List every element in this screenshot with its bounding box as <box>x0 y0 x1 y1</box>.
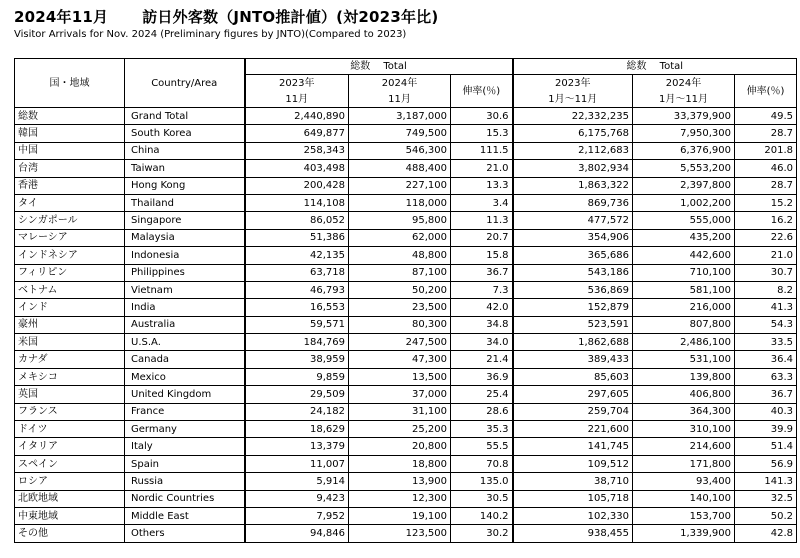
visitors-nov-2024: 50,200 <box>349 281 451 298</box>
growth-rate-nov: 3.4 <box>451 194 513 211</box>
visitors-ytd-2024: 6,376,900 <box>633 142 735 159</box>
country-name-en: Middle East <box>125 507 245 524</box>
visitors-nov-2023: 18,629 <box>245 421 349 438</box>
header-ytd-2023-year: 2023年 <box>513 75 633 93</box>
visitors-ytd-2023: 221,600 <box>513 421 633 438</box>
visitors-ytd-2024: 214,600 <box>633 438 735 455</box>
table-row <box>15 108 797 125</box>
table-row <box>15 473 797 490</box>
country-name-en: France <box>125 403 245 420</box>
visitors-nov-2023: 258,343 <box>245 142 349 159</box>
country-name-en: India <box>125 299 245 316</box>
country-name-ja: ドイツ <box>15 421 125 438</box>
visitors-nov-2024: 19,100 <box>349 507 451 524</box>
visitors-nov-2024: 13,900 <box>349 473 451 490</box>
country-name-en: Spain <box>125 455 245 472</box>
growth-rate-nov: 111.5 <box>451 142 513 159</box>
visitors-ytd-2024: 2,397,800 <box>633 177 735 194</box>
visitors-nov-2024: 247,500 <box>349 334 451 351</box>
country-name-ja: 中東地域 <box>15 507 125 524</box>
growth-rate-ytd: 51.4 <box>735 438 797 455</box>
country-name-en: Australia <box>125 316 245 333</box>
header-ytd-2024-year: 2024年 <box>633 75 735 93</box>
visitors-nov-2023: 38,959 <box>245 351 349 368</box>
visitors-ytd-2023: 354,906 <box>513 229 633 246</box>
visitors-nov-2024: 48,800 <box>349 247 451 264</box>
header-total-month: 総数 Total <box>245 59 513 75</box>
country-name-ja: 総数 <box>15 108 125 125</box>
visitors-ytd-2023: 102,330 <box>513 507 633 524</box>
table-row <box>15 386 797 403</box>
header-country-ja: 国・地域 <box>15 59 125 108</box>
table-row <box>15 455 797 472</box>
country-name-ja: カナダ <box>15 351 125 368</box>
visitors-nov-2024: 546,300 <box>349 142 451 159</box>
country-name-en: Grand Total <box>125 108 245 125</box>
visitors-ytd-2023: 105,718 <box>513 490 633 507</box>
table-row <box>15 490 797 507</box>
visitors-ytd-2024: 807,800 <box>633 316 735 333</box>
table-row <box>15 403 797 420</box>
growth-rate-ytd: 36.7 <box>735 386 797 403</box>
growth-rate-ytd: 33.5 <box>735 334 797 351</box>
growth-rate-ytd: 8.2 <box>735 281 797 298</box>
visitors-nov-2024: 62,000 <box>349 229 451 246</box>
visitors-nov-2023: 46,793 <box>245 281 349 298</box>
table-row <box>15 281 797 298</box>
growth-rate-ytd: 46.0 <box>735 160 797 177</box>
growth-rate-ytd: 41.3 <box>735 299 797 316</box>
growth-rate-nov: 13.3 <box>451 177 513 194</box>
growth-rate-ytd: 49.5 <box>735 108 797 125</box>
table-row <box>15 334 797 351</box>
visitors-ytd-2024: 555,000 <box>633 212 735 229</box>
visitors-nov-2023: 9,859 <box>245 368 349 385</box>
visitors-ytd-2024: 435,200 <box>633 229 735 246</box>
growth-rate-nov: 21.0 <box>451 160 513 177</box>
table-row <box>15 507 797 524</box>
header-month-2024-year: 2024年 <box>349 75 451 93</box>
country-name-ja: 韓国 <box>15 125 125 142</box>
visitors-nov-2023: 16,553 <box>245 299 349 316</box>
growth-rate-nov: 34.0 <box>451 334 513 351</box>
country-name-ja: 中国 <box>15 142 125 159</box>
growth-rate-nov: 36.7 <box>451 264 513 281</box>
country-name-en: Mexico <box>125 368 245 385</box>
visitors-ytd-2024: 531,100 <box>633 351 735 368</box>
table-row <box>15 438 797 455</box>
growth-rate-nov: 25.4 <box>451 386 513 403</box>
growth-rate-nov: 15.3 <box>451 125 513 142</box>
country-name-en: Canada <box>125 351 245 368</box>
country-name-en: U.S.A. <box>125 334 245 351</box>
country-name-ja: イタリア <box>15 438 125 455</box>
growth-rate-ytd: 16.2 <box>735 212 797 229</box>
growth-rate-ytd: 141.3 <box>735 473 797 490</box>
table-body <box>15 108 797 543</box>
visitors-nov-2024: 118,000 <box>349 194 451 211</box>
visitors-ytd-2023: 523,591 <box>513 316 633 333</box>
country-name-en: Taiwan <box>125 160 245 177</box>
visitors-ytd-2024: 33,379,900 <box>633 108 735 125</box>
visitors-ytd-2023: 869,736 <box>513 194 633 211</box>
growth-rate-nov: 30.5 <box>451 490 513 507</box>
visitors-nov-2024: 37,000 <box>349 386 451 403</box>
growth-rate-nov: 30.6 <box>451 108 513 125</box>
header-month-2023-period: 11月 <box>245 92 349 108</box>
visitors-ytd-2023: 259,704 <box>513 403 633 420</box>
growth-rate-nov: 21.4 <box>451 351 513 368</box>
growth-rate-nov: 15.8 <box>451 247 513 264</box>
visitors-ytd-2023: 938,455 <box>513 525 633 542</box>
country-name-en: Thailand <box>125 194 245 211</box>
country-name-ja: スペイン <box>15 455 125 472</box>
visitors-nov-2024: 20,800 <box>349 438 451 455</box>
header-ytd-2023-period: 1月～11月 <box>513 92 633 108</box>
visitors-ytd-2024: 153,700 <box>633 507 735 524</box>
visitors-nov-2023: 51,386 <box>245 229 349 246</box>
visitors-ytd-2023: 85,603 <box>513 368 633 385</box>
table-row <box>15 160 797 177</box>
visitors-nov-2023: 200,428 <box>245 177 349 194</box>
growth-rate-nov: 70.8 <box>451 455 513 472</box>
country-name-ja: インド <box>15 299 125 316</box>
visitors-nov-2023: 11,007 <box>245 455 349 472</box>
visitors-nov-2023: 649,877 <box>245 125 349 142</box>
growth-rate-nov: 55.5 <box>451 438 513 455</box>
visitors-nov-2024: 25,200 <box>349 421 451 438</box>
country-name-ja: マレーシア <box>15 229 125 246</box>
visitors-ytd-2023: 22,332,235 <box>513 108 633 125</box>
visitors-nov-2024: 87,100 <box>349 264 451 281</box>
header-row-1 <box>15 59 797 75</box>
visitors-nov-2023: 13,379 <box>245 438 349 455</box>
table-row <box>15 229 797 246</box>
header-growth-month: 伸率(％) <box>451 75 513 108</box>
country-name-en: Vietnam <box>125 281 245 298</box>
growth-rate-ytd: 39.9 <box>735 421 797 438</box>
visitors-nov-2023: 5,914 <box>245 473 349 490</box>
growth-rate-nov: 7.3 <box>451 281 513 298</box>
growth-rate-ytd: 15.2 <box>735 194 797 211</box>
country-name-en: China <box>125 142 245 159</box>
country-name-ja: タイ <box>15 194 125 211</box>
country-name-ja: メキシコ <box>15 368 125 385</box>
table-row <box>15 351 797 368</box>
growth-rate-ytd: 30.7 <box>735 264 797 281</box>
visitors-ytd-2024: 442,600 <box>633 247 735 264</box>
visitors-ytd-2024: 7,950,300 <box>633 125 735 142</box>
growth-rate-nov: 30.2 <box>451 525 513 542</box>
table-row <box>15 125 797 142</box>
growth-rate-ytd: 54.3 <box>735 316 797 333</box>
growth-rate-nov: 35.3 <box>451 421 513 438</box>
visitors-nov-2024: 3,187,000 <box>349 108 451 125</box>
growth-rate-nov: 34.8 <box>451 316 513 333</box>
visitors-nov-2023: 59,571 <box>245 316 349 333</box>
visitor-arrivals-table <box>14 58 797 543</box>
table-row <box>15 368 797 385</box>
visitors-nov-2023: 63,718 <box>245 264 349 281</box>
growth-rate-ytd: 32.5 <box>735 490 797 507</box>
country-name-ja: ベトナム <box>15 281 125 298</box>
visitors-nov-2024: 80,300 <box>349 316 451 333</box>
visitors-ytd-2023: 1,863,322 <box>513 177 633 194</box>
title-month: 2024年11月 <box>14 8 109 26</box>
visitors-nov-2023: 29,509 <box>245 386 349 403</box>
country-name-en: Philippines <box>125 264 245 281</box>
visitors-ytd-2024: 581,100 <box>633 281 735 298</box>
growth-rate-ytd: 42.8 <box>735 525 797 542</box>
country-name-en: Nordic Countries <box>125 490 245 507</box>
visitors-ytd-2023: 477,572 <box>513 212 633 229</box>
growth-rate-ytd: 21.0 <box>735 247 797 264</box>
growth-rate-ytd: 22.6 <box>735 229 797 246</box>
header-country-en: Country/Area <box>125 59 245 108</box>
country-name-ja: 香港 <box>15 177 125 194</box>
table-row <box>15 247 797 264</box>
visitors-nov-2023: 42,135 <box>245 247 349 264</box>
growth-rate-nov: 42.0 <box>451 299 513 316</box>
growth-rate-nov: 28.6 <box>451 403 513 420</box>
visitors-ytd-2023: 152,879 <box>513 299 633 316</box>
country-name-ja: インドネシア <box>15 247 125 264</box>
country-name-en: Indonesia <box>125 247 245 264</box>
growth-rate-ytd: 50.2 <box>735 507 797 524</box>
growth-rate-nov: 36.9 <box>451 368 513 385</box>
country-name-ja: 英国 <box>15 386 125 403</box>
country-name-en: Hong Kong <box>125 177 245 194</box>
visitors-ytd-2024: 139,800 <box>633 368 735 385</box>
visitors-ytd-2023: 365,686 <box>513 247 633 264</box>
visitors-ytd-2023: 6,175,768 <box>513 125 633 142</box>
table-row <box>15 142 797 159</box>
visitors-nov-2023: 184,769 <box>245 334 349 351</box>
visitors-nov-2024: 47,300 <box>349 351 451 368</box>
visitors-ytd-2024: 93,400 <box>633 473 735 490</box>
country-name-en: Malaysia <box>125 229 245 246</box>
visitors-ytd-2024: 171,800 <box>633 455 735 472</box>
title-description: 訪日外客数（JNTO推計値）(対2023年比) <box>142 8 439 26</box>
visitors-nov-2024: 227,100 <box>349 177 451 194</box>
header-total-ytd: 総数 Total <box>513 59 797 75</box>
country-name-ja: フランス <box>15 403 125 420</box>
visitors-ytd-2023: 536,869 <box>513 281 633 298</box>
table-row <box>15 264 797 281</box>
visitors-nov-2024: 13,500 <box>349 368 451 385</box>
visitors-nov-2023: 86,052 <box>245 212 349 229</box>
visitors-ytd-2023: 543,186 <box>513 264 633 281</box>
table-row <box>15 212 797 229</box>
country-name-ja: ロシア <box>15 473 125 490</box>
country-name-en: Italy <box>125 438 245 455</box>
visitors-nov-2024: 488,400 <box>349 160 451 177</box>
header-month-2024-period: 11月 <box>349 92 451 108</box>
header-ytd-2024-period: 1月～11月 <box>633 92 735 108</box>
visitors-nov-2023: 2,440,890 <box>245 108 349 125</box>
visitors-ytd-2024: 1,339,900 <box>633 525 735 542</box>
country-name-en: Germany <box>125 421 245 438</box>
growth-rate-ytd: 40.3 <box>735 403 797 420</box>
growth-rate-ytd: 28.7 <box>735 125 797 142</box>
document-title <box>14 6 438 27</box>
visitors-ytd-2023: 1,862,688 <box>513 334 633 351</box>
visitors-ytd-2023: 2,112,683 <box>513 142 633 159</box>
visitors-ytd-2024: 310,100 <box>633 421 735 438</box>
country-name-en: United Kingdom <box>125 386 245 403</box>
country-name-ja: その他 <box>15 525 125 542</box>
country-name-ja: フィリピン <box>15 264 125 281</box>
visitors-ytd-2023: 141,745 <box>513 438 633 455</box>
table-row <box>15 421 797 438</box>
country-name-ja: シンガポール <box>15 212 125 229</box>
visitors-ytd-2023: 297,605 <box>513 386 633 403</box>
visitors-nov-2023: 24,182 <box>245 403 349 420</box>
visitors-ytd-2024: 140,100 <box>633 490 735 507</box>
visitors-ytd-2024: 2,486,100 <box>633 334 735 351</box>
visitors-ytd-2023: 38,710 <box>513 473 633 490</box>
country-name-en: South Korea <box>125 125 245 142</box>
visitors-nov-2024: 18,800 <box>349 455 451 472</box>
country-name-en: Russia <box>125 473 245 490</box>
country-name-en: Singapore <box>125 212 245 229</box>
visitors-ytd-2024: 710,100 <box>633 264 735 281</box>
growth-rate-nov: 135.0 <box>451 473 513 490</box>
visitors-ytd-2024: 1,002,200 <box>633 194 735 211</box>
visitors-nov-2023: 114,108 <box>245 194 349 211</box>
header-month-2023-year: 2023年 <box>245 75 349 93</box>
visitors-ytd-2024: 216,000 <box>633 299 735 316</box>
visitors-nov-2024: 749,500 <box>349 125 451 142</box>
growth-rate-ytd: 36.4 <box>735 351 797 368</box>
visitors-nov-2024: 95,800 <box>349 212 451 229</box>
growth-rate-nov: 20.7 <box>451 229 513 246</box>
visitors-ytd-2023: 3,802,934 <box>513 160 633 177</box>
visitors-nov-2024: 23,500 <box>349 299 451 316</box>
growth-rate-ytd: 63.3 <box>735 368 797 385</box>
growth-rate-ytd: 56.9 <box>735 455 797 472</box>
table-row <box>15 177 797 194</box>
country-name-ja: 豪州 <box>15 316 125 333</box>
visitors-ytd-2023: 389,433 <box>513 351 633 368</box>
visitors-ytd-2024: 406,800 <box>633 386 735 403</box>
visitors-nov-2023: 94,846 <box>245 525 349 542</box>
visitors-ytd-2024: 364,300 <box>633 403 735 420</box>
country-name-en: Others <box>125 525 245 542</box>
growth-rate-nov: 140.2 <box>451 507 513 524</box>
table-row <box>15 299 797 316</box>
country-name-ja: 北欧地域 <box>15 490 125 507</box>
table-row <box>15 525 797 542</box>
growth-rate-ytd: 201.8 <box>735 142 797 159</box>
growth-rate-ytd: 28.7 <box>735 177 797 194</box>
country-name-ja: 台湾 <box>15 160 125 177</box>
visitors-nov-2023: 9,423 <box>245 490 349 507</box>
country-name-ja: 米国 <box>15 334 125 351</box>
growth-rate-nov: 11.3 <box>451 212 513 229</box>
visitors-nov-2023: 7,952 <box>245 507 349 524</box>
document-subtitle: Visitor Arrivals for Nov. 2024 (Preliminary figures by JNTO)(Compared to 2023) <box>14 29 407 40</box>
table-row <box>15 194 797 211</box>
visitors-nov-2024: 123,500 <box>349 525 451 542</box>
visitors-ytd-2024: 5,553,200 <box>633 160 735 177</box>
table-row <box>15 316 797 333</box>
visitors-ytd-2023: 109,512 <box>513 455 633 472</box>
header-growth-ytd: 伸率(％) <box>735 75 797 108</box>
visitors-nov-2024: 31,100 <box>349 403 451 420</box>
visitors-nov-2023: 403,498 <box>245 160 349 177</box>
visitors-nov-2024: 12,300 <box>349 490 451 507</box>
